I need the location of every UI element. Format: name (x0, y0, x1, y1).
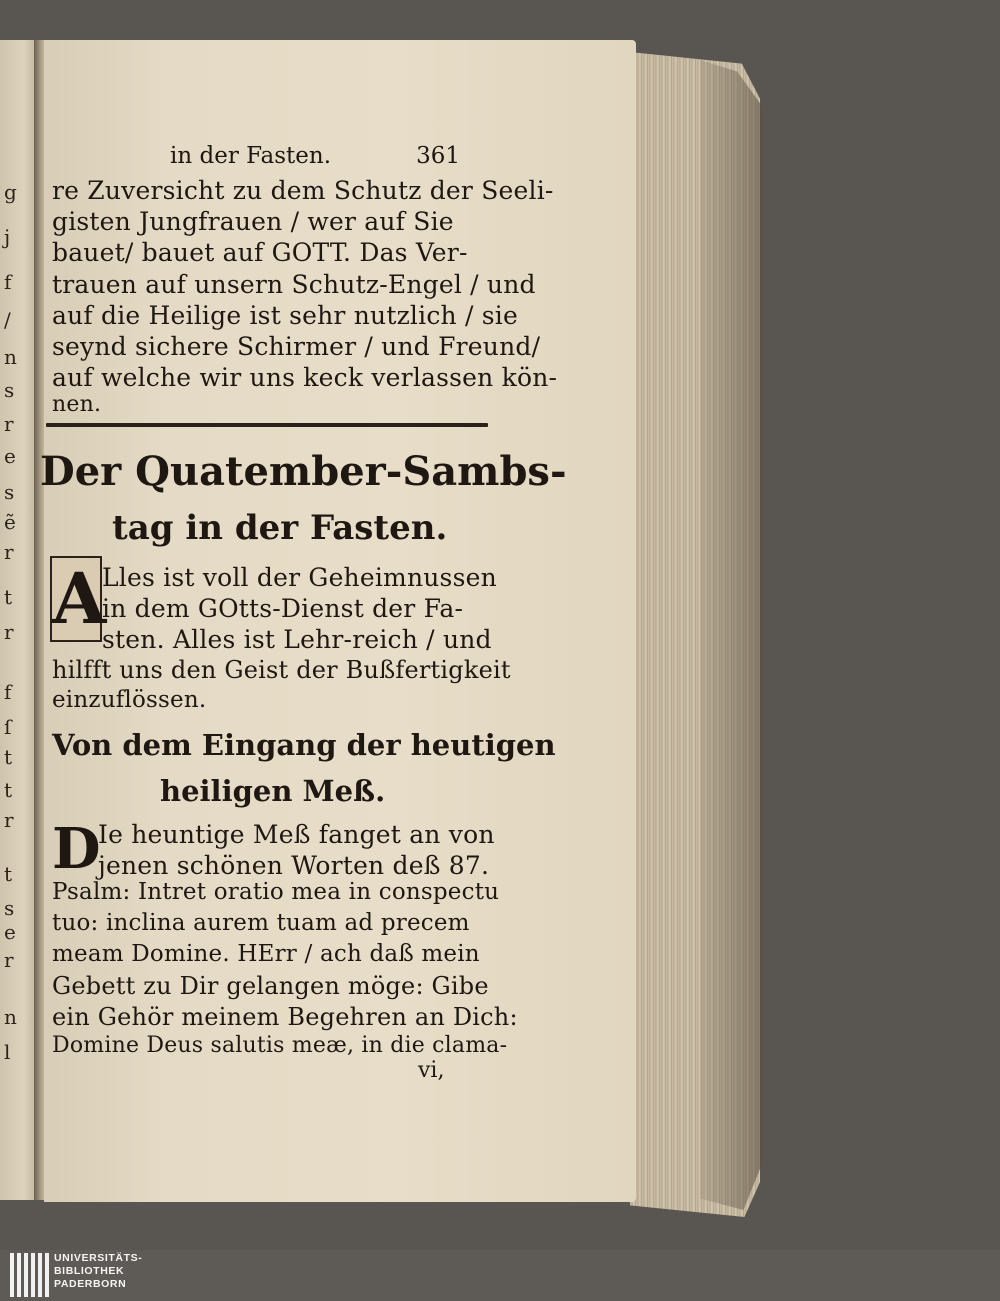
left-page-fragment: r (4, 540, 14, 564)
running-head: in der Fasten. (170, 143, 332, 169)
drop-cap: A (52, 557, 107, 640)
section-heading-line: tag in der Fasten. (112, 508, 448, 548)
section-heading-line: Der Quatember-Sambs- (40, 448, 567, 495)
text-line: ein Gehör meinem Begehren an Dich: (52, 1003, 518, 1031)
text-line: re Zuversicht zu dem Schutz der Seeli- (52, 176, 554, 205)
left-page-fragment: s (4, 896, 15, 920)
left-page-fragment: r (4, 620, 14, 644)
left-page-fragment: t (4, 585, 13, 609)
text-line: seynd sichere Schirmer / und Freund/ (52, 332, 541, 361)
text-line: hilfft uns den Geist der Bußfertigkeit (52, 656, 511, 684)
left-page-fragment: e (4, 444, 16, 468)
left-page-fragment: j (4, 225, 11, 249)
text-line: Ie heuntige Meß fanget an von (98, 820, 495, 849)
left-page-fragment: t (4, 745, 13, 769)
left-page-fragment: r (4, 948, 14, 972)
left-page-fragment: s (4, 480, 15, 504)
text-line: Lles ist voll der Geheimnussen (102, 563, 497, 592)
text-line: Domine Deus salutis meæ, in die clama- (52, 1033, 508, 1058)
logo-line: BIBLIOTHEK (54, 1265, 125, 1277)
section-heading-line: Von dem Eingang der heutigen (52, 728, 556, 762)
text-line: meam Domine. HErr / ach daß mein (52, 941, 480, 967)
page-edges-shadow (700, 60, 762, 1210)
running-header (170, 143, 460, 169)
drop-cap: D (52, 816, 101, 882)
text-line: tuo: inclina aurem tuam ad precem (52, 910, 470, 936)
left-page-fragment: f (4, 680, 12, 704)
left-page-fragment: t (4, 862, 13, 886)
text-line: Psalm: Intret oratio mea in conspectu (52, 879, 500, 905)
left-page-fragment: / (4, 308, 11, 332)
catchword: vi, (418, 1058, 445, 1083)
text-line: in dem GOtts-Dienst der Fa- (102, 594, 464, 623)
text-line: sten. Alles ist Lehr-reich / und (102, 625, 492, 654)
page-number: 361 (416, 143, 460, 169)
logo-line: UNIVERSITÄTS- (54, 1252, 143, 1264)
left-page-fragment: f (4, 270, 12, 294)
left-page-fragment: e (4, 920, 16, 944)
text-line: einzuflössen. (52, 687, 207, 713)
text-line: jenen schönen Worten deß 87. (98, 851, 490, 880)
left-page-fragment: s (4, 378, 15, 402)
left-page-fragment: n (4, 345, 17, 369)
text-line: gisten Jungfrauen / wer auf Sie (52, 207, 454, 236)
text-line: nen. (52, 392, 102, 417)
section-heading-line: heiligen Meß. (160, 774, 386, 808)
library-logo-text (54, 1252, 254, 1291)
left-page-fragment: t (4, 778, 13, 802)
left-page-fragment: ſ (4, 715, 12, 739)
left-page-fragment: g (4, 180, 17, 204)
left-page-fragment: n (4, 1005, 17, 1029)
text-line: trauen auf unsern Schutz-Engel / und (52, 270, 536, 299)
left-page-fragment: l (4, 1040, 11, 1064)
text-line: bauet/ bauet auf GOTT. Das Ver- (52, 238, 468, 267)
logo-line: PADERBORN (54, 1278, 127, 1290)
text-line: auf die Heilige ist sehr nutzlich / sie (52, 301, 518, 330)
text-line: Gebett zu Dir gelangen möge: Gibe (52, 972, 489, 1000)
text-line: auf welche wir uns keck verlassen kön- (52, 363, 558, 392)
left-page-fragment: ẽ (4, 510, 16, 534)
library-logo-mark (10, 1253, 49, 1297)
left-page-fragment: r (4, 808, 14, 832)
section-divider (46, 423, 488, 427)
left-page-fragment: r (4, 412, 14, 436)
